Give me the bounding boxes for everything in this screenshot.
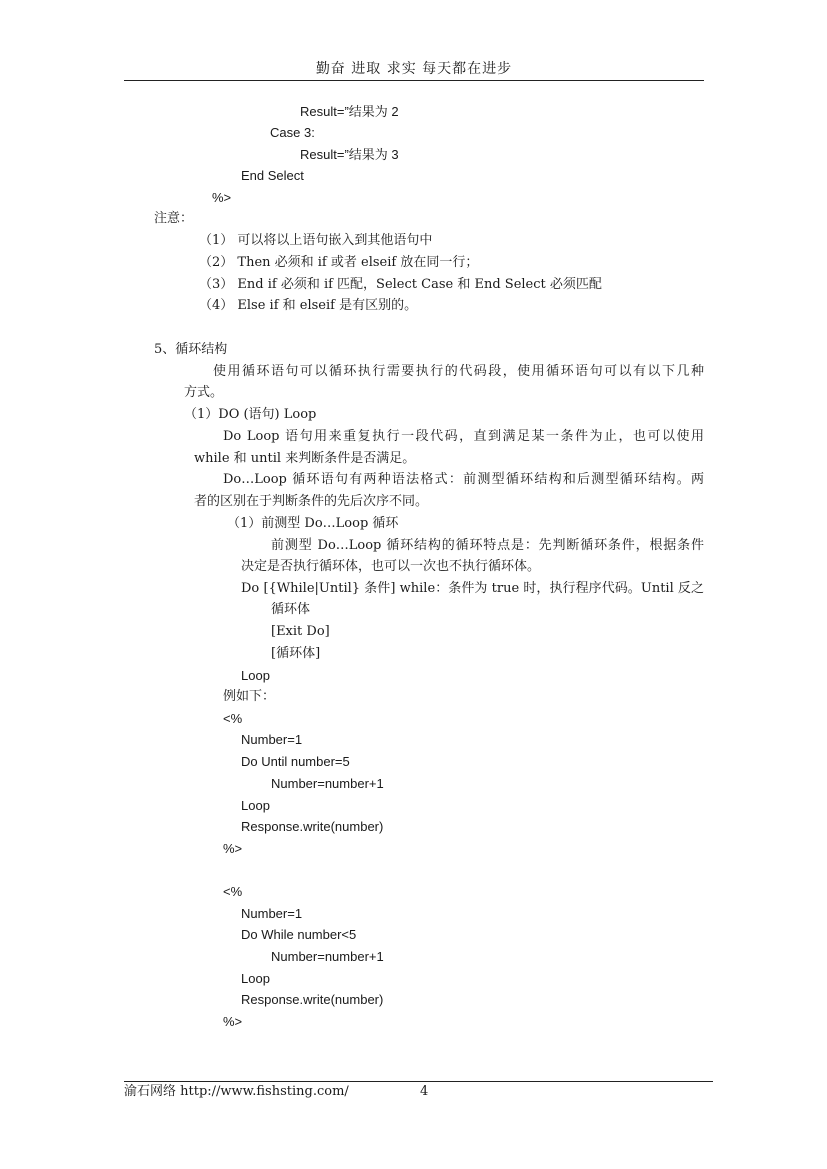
text-line: Response.write(number): [241, 992, 384, 1007]
footer-rule: [124, 1081, 713, 1082]
text-line: End Select: [241, 168, 304, 183]
text-line: 注意：: [154, 211, 194, 226]
text-line: 5、循环结构: [154, 342, 228, 357]
text-line: 使用循环语句可以循环执行需要执行的代码段，使用循环语句可以有以下几种: [213, 364, 704, 379]
text-line: 决定是否执行循环体，也可以一次也不执行循环体。: [241, 559, 541, 574]
text-line: while 和 until 来判断条件是否满足。: [194, 451, 416, 466]
text-line: Number=number+1: [271, 776, 384, 791]
text-line: Do While number<5: [241, 927, 357, 942]
text-line: <%: [223, 711, 243, 726]
text-line: Result=”结果为 3: [300, 147, 399, 162]
text-line: Number=1: [241, 906, 303, 921]
text-line: （3） End if 必须和 if 匹配，Select Case 和 End Select 必须匹配: [199, 277, 602, 292]
text-line: Response.write(number): [241, 819, 384, 834]
header-rule: [124, 80, 704, 81]
text-line: %>: [223, 1014, 243, 1029]
text-line: 前测型 Do…Loop 循环结构的循环特点是：先判断循环条件，根据条件: [271, 538, 704, 553]
text-line: Do Until number=5: [241, 754, 350, 769]
text-line: 循环体: [271, 602, 311, 617]
footer-site: 渝石网络 http://www.fishsting.com/: [124, 1084, 349, 1099]
text-line: （1）前测型 Do…Loop 循环: [227, 516, 399, 531]
text-line: 例如下：: [223, 689, 276, 704]
text-line: Do Loop 语句用来重复执行一段代码，直到满足某一条件为止，也可以使用: [223, 429, 704, 444]
text-line: （2） Then 必须和 if 或者 elseif 放在同一行；: [199, 255, 479, 270]
text-line: [Exit Do]: [271, 624, 330, 639]
text-line: %>: [212, 190, 232, 205]
text-line: <%: [223, 884, 243, 899]
text-line: Loop: [241, 971, 270, 986]
text-line: （4） Else if 和 elseif 是有区别的。: [199, 298, 418, 313]
text-line: Loop: [241, 798, 270, 813]
page-header: 勤奋 进取 求实 每天都在进步: [315, 61, 513, 77]
text-line: Do [{While|Until} 条件] while：条件为 true 时，执行程序代码。Until 反之: [241, 581, 704, 596]
text-line: Number=1: [241, 732, 303, 747]
text-line: 方式。: [184, 385, 224, 400]
text-line: Loop: [241, 668, 270, 683]
text-line: %>: [223, 841, 243, 856]
text-line: [循环体]: [271, 646, 321, 661]
text-line: Do…Loop 循环语句有两种语法格式：前测型循环结构和后测型循环结构。两: [223, 472, 704, 487]
text-line: Number=number+1: [271, 949, 384, 964]
text-line: （1） 可以将以上语句嵌入到其他语句中: [199, 233, 433, 248]
text-line: Case 3:: [270, 125, 315, 140]
page-number: 4: [420, 1084, 429, 1099]
text-line: 者的区别在于判断条件的先后次序不同。: [194, 494, 429, 509]
text-line: Result=”结果为 2: [300, 104, 399, 119]
text-line: （1）DO (语句) Loop: [184, 407, 317, 422]
